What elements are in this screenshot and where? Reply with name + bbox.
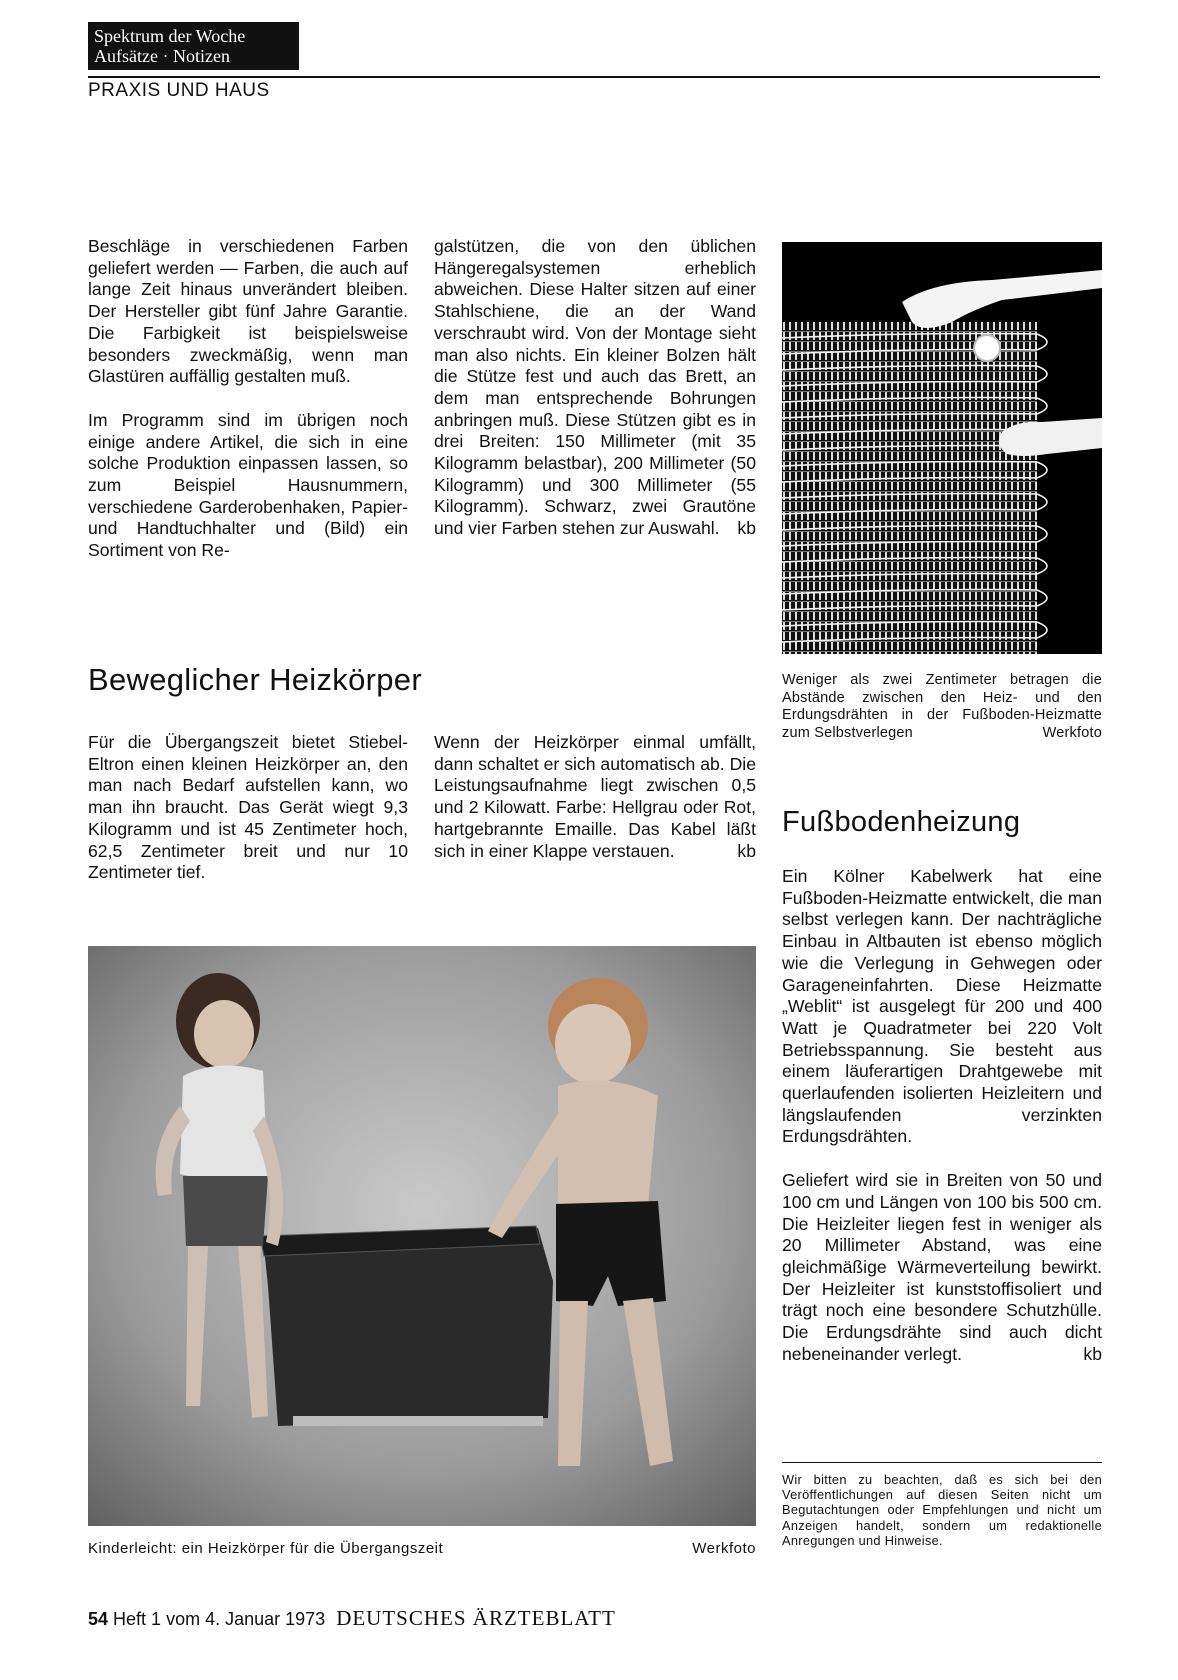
heater-children-caption	[88, 1540, 756, 1558]
heater-children-photo	[88, 946, 756, 1526]
section-title: PRAXIS UND HAUS	[88, 80, 270, 101]
editorial-note: Wir bitten zu beachten, daß es sich bei den Veröffentlichungen auf diesen Seiten nicht um Begutachtungen oder Empfehlungen und nicht um Anzeigen handelt, sondern um redaktionelle Anregungen und Hinweise.	[782, 1472, 1102, 1548]
article2-paragraph-2-text: Wenn der Heizkörper einmal umfällt, dann schaltet er sich automatisch ab. Die Leistungsaufnahme liegt zwischen 0,5 und 2 Kilowatt. Farbe: Hellgrau oder Rot, hartgebrannte Emaille. Das Kabel läßt sich in einer Klappe verstauen.	[434, 732, 756, 861]
journal-name: DEUTSCHES ÄRZTEBLATT	[336, 1606, 616, 1630]
page-number: 54	[88, 1609, 109, 1629]
sidebar-column	[782, 866, 1102, 1365]
article1-column-1	[88, 236, 408, 562]
badge-line-1: Spektrum der Woche	[94, 26, 246, 46]
article2-paragraph-2	[434, 732, 756, 862]
sidebar-signature: kb	[1083, 1343, 1102, 1364]
article2-title: Beweglicher Heizkörper	[88, 662, 422, 697]
heating-mat-photo	[782, 242, 1102, 654]
section-badge	[88, 22, 299, 70]
article1-paragraph-3	[434, 236, 756, 540]
sidebar-paragraph-1: Ein Kölner Kabelwerk hat eine Fußboden-Heizmatte entwickelt, die man selbst verlegen kann. Der nachträgliche Einbau in Altbauten ist ebenso möglich wie die Verlegung in Gehwegen oder Garageneinfahrten. Diese Heizmatte „Weblit“ ist ausgelegt für 200 und 400 Watt je Quadratmeter bei 220 Volt Betriebsspannung. Sie besteht aus einem läuferartigen Drahtgewebe mit querlaufenden isolierten Heizleitern und längslaufenden verzinkten Erdungsdrähten.	[782, 866, 1102, 1147]
heating-mat-credit: Werkfoto	[1042, 724, 1102, 741]
heater-children-credit: Werkfoto	[692, 1540, 756, 1557]
issue-info: Heft 1 vom 4. Januar 1973	[113, 1609, 326, 1629]
heater-children-illustration	[88, 946, 756, 1526]
sidebar-paragraph-2	[782, 1170, 1102, 1365]
heating-mat-caption	[782, 672, 1102, 742]
badge-line-2: Aufsätze · Notizen	[94, 46, 230, 66]
article1-paragraph-3-text: galstützen, die von den üblichen Hängeregalsystemen erheblich abweichen. Diese Halter sitzen auf einer Stahlschiene, die an der Wand verschraubt wird. Von der Montage sieht man also nichts. Ein kleiner Bolzen hält die Stütze fest und auch das Brett, an dem man entsprechende Bohrungen anbringen muß. Diese Stützen gibt es in drei Breiten: 150 Millimeter (mit 35 Kilogramm belastbar), 200 Millimeter (50 Kilogramm) und 300 Millimeter (55 Kilogramm). Schwarz, zwei Grautöne und vier Farben stehen zur Auswahl.	[434, 236, 756, 539]
heating-mat-caption-text: Weniger als zwei Zentimeter betragen die Abstände zwischen den Heiz- und den Erdungsdrähten in der Fußboden-Heizmatte zum Selbstverlegen	[782, 672, 1102, 741]
sidebar-paragraph-2-text: Geliefert wird sie in Breiten von 50 und 100 cm und Längen von 100 bis 500 cm. Die Heizleiter liegen fest in weniger als 20 Millimeter Abstand, was eine gleichmäßige Wärmeverteilung bewirkt. Der Heizleiter ist kunststoffisoliert und trägt noch eine besondere Schutzhülle. Die Erdungsdrähte sind auch dicht nebeneinander verlegt.	[782, 1170, 1102, 1364]
note-rule	[782, 1462, 1102, 1463]
article1-signature: kb	[737, 518, 756, 539]
article2-column-2	[434, 732, 756, 862]
page-footer	[88, 1606, 616, 1631]
article2-paragraph-1: Für die Übergangszeit bietet Stiebel-Eltron einen kleinen Heizkörper an, den man nach Bedarf aufstellen kann, wo man ihn braucht. Das Gerät wiegt 9,3 Kilogramm und ist 45 Zentimeter hoch, 62,5 Zentimeter breit und nur 10 Zentimeter tief.	[88, 732, 408, 883]
article1-column-2	[434, 236, 756, 540]
sidebar-title: Fußbodenheizung	[782, 806, 1021, 838]
article2-signature: kb	[737, 840, 756, 861]
heating-mat-illustration	[782, 242, 1102, 654]
article1-paragraph-1: Beschläge in verschiedenen Farben geliefert werden — Farben, die auch auf lange Zeit hinaus unverändert bleiben. Der Hersteller gibt fünf Jahre Garantie. Die Farbigkeit ist beispielsweise besonders zweckmäßig, wenn man Glastüren auffällig gestalten muß.	[88, 236, 408, 387]
article2-column-1	[88, 732, 408, 884]
header-rule	[88, 76, 1100, 78]
article1-paragraph-2: Im Programm sind im übrigen noch einige andere Artikel, die sich in eine solche Produktion einpassen lassen, so zum Beispiel Hausnummern, verschiedene Garderobenhaken, Papier- und Handtuchhalter und (Bild) ein Sortiment von Re-	[88, 409, 408, 561]
heater-children-caption-text: Kinderleicht: ein Heizkörper für die Übergangszeit	[88, 1540, 444, 1557]
